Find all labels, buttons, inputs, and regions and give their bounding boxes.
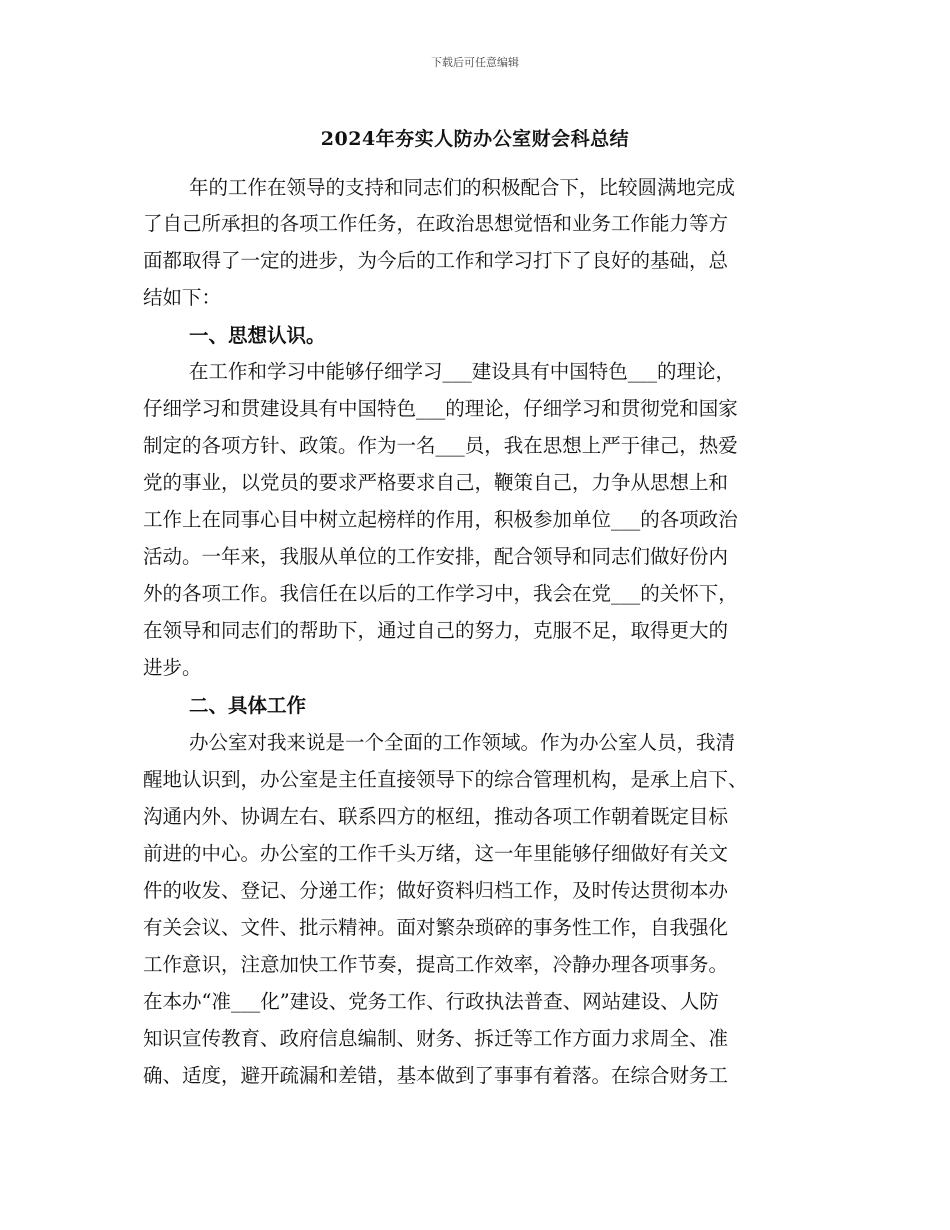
paragraph-line: 醒地认识到，办公室是主任直接领导下的综合管理机构，是承上启下、: [143, 768, 748, 791]
paragraph-line: 结如下：: [143, 286, 222, 309]
section-heading: 二、具体工作: [189, 694, 307, 717]
paragraph-line: 前进的中心。办公室的工作千头万绪，这一年里能够仔细做好有关文: [143, 842, 729, 865]
paragraph-line: 年的工作在领导的支持和同志们的积极配合下，比较圆满地完成: [189, 176, 736, 199]
paragraph-line: 工作意识，注意加快工作节奏，提高工作效率，冷静办理各项事务。: [143, 953, 729, 976]
paragraph-line: 党的事业，以党员的要求严格要求自己，鞭策自己，力争从思想上和: [143, 471, 729, 494]
paragraph-line: 在领导和同志们的帮助下，通过自己的努力，克服不足，取得更大的: [143, 619, 729, 642]
paragraph-line: 办公室对我来说是一个全面的工作领域。作为办公室人员，我清: [189, 731, 736, 754]
document-title: 2024年夯实人防办公室财会科总结: [320, 128, 630, 150]
paragraph-line: 制定的各项方针、政策。作为一名___员，我在思想上严于律己，热爱: [143, 434, 738, 457]
paragraph-line: 进步。: [143, 656, 202, 679]
paragraph-line: 了自己所承担的各项工作任务，在政治思想觉悟和业务工作能力等方: [143, 212, 729, 235]
paragraph-line: 确、适度，避开疏漏和差错，基本做到了事事有着落。在综合财务工: [143, 1064, 729, 1087]
paragraph-line: 工作上在同事心目中树立起榜样的作用，积极参加单位___的各项政治: [143, 508, 738, 531]
section-heading: 一、思想认识。: [189, 324, 326, 347]
header-note: 下载后可任意编辑: [431, 56, 519, 69]
paragraph-line: 仔细学习和贯建设具有中国特色___的理论，仔细学习和贯彻党和国家: [143, 397, 738, 420]
paragraph-line: 面都取得了一定的进步，为今后的工作和学习打下了良好的基础，总: [143, 249, 729, 272]
paragraph-line: 外的各项工作。我信任在以后的工作学习中，我会在党___的关怀下，: [143, 582, 738, 605]
paragraph-line: 有关会议、文件、批示精神。面对繁杂琐碎的事务性工作，自我强化: [143, 916, 729, 939]
paragraph-line: 活动。一年来，我服从单位的工作安排，配合领导和同志们做好份内: [143, 545, 729, 568]
paragraph-line: 知识宣传教育、政府信息编制、财务、拆迁等工作方面力求周全、准: [143, 1027, 729, 1050]
paragraph-line: 在本办“准___化”建设、党务工作、行政执法普查、网站建设、人防: [143, 990, 719, 1013]
paragraph-line: 沟通内外、协调左右、联系四方的枢纽，推动各项工作朝着既定目标: [143, 805, 729, 828]
paragraph-line: 在工作和学习中能够仔细学习___建设具有中国特色___的理论，: [189, 360, 736, 383]
paragraph-line: 件的收发、登记、分递工作；做好资料归档工作，及时传达贯彻本办: [143, 879, 729, 902]
